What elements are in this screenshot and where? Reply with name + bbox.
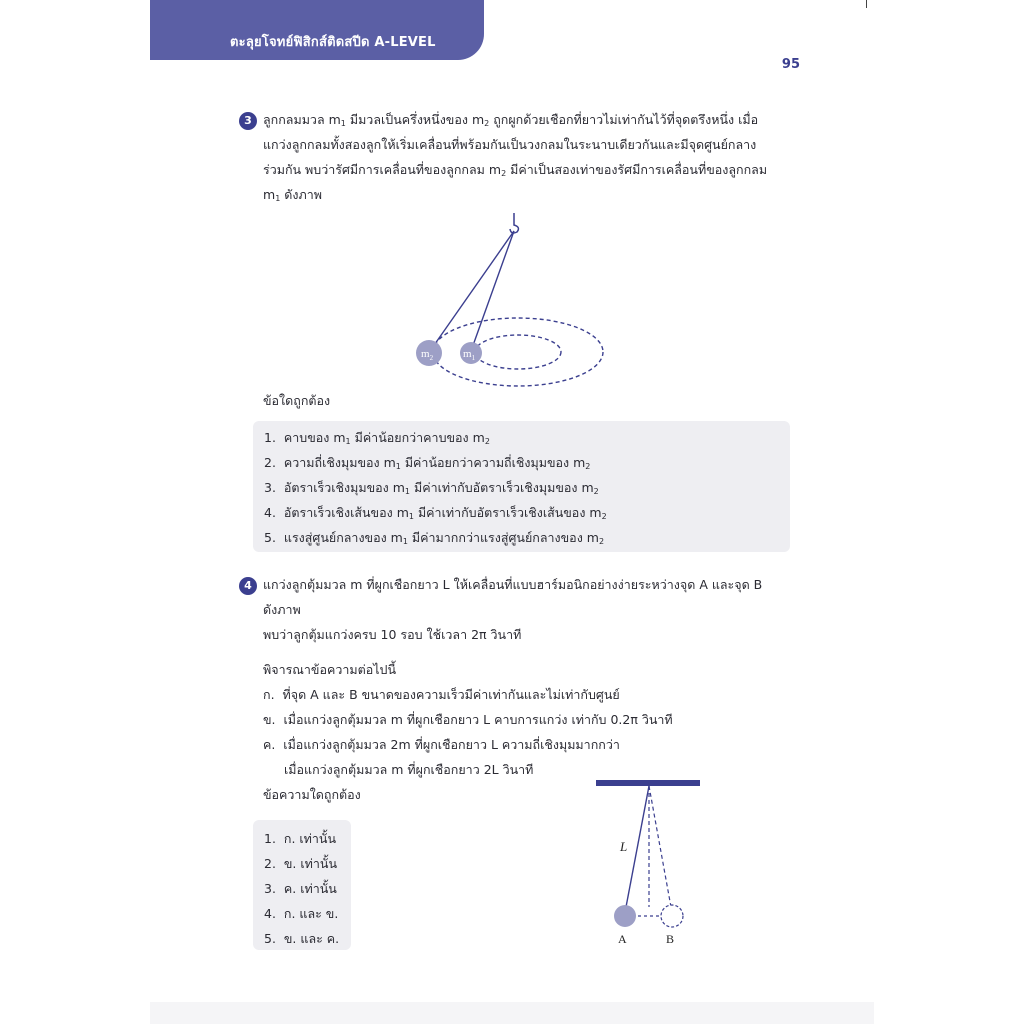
bob-at-b	[661, 905, 683, 927]
q3-choices-box	[253, 421, 790, 552]
q4-choices-box	[253, 820, 351, 950]
q3-choice-2[interactable]: 2. ความถี่เชิงมุมของ $m_1$ มีค่าน้อยกว่าความถี่เชิงมุมของ $m_2$	[264, 455, 591, 471]
q3-choice-4[interactable]: 4. อัตราเร็วเชิงเส้นของ $m_1$ มีค่าเท่ากับอัตราเร็วเชิงเส้นของ $m_2$	[264, 505, 607, 521]
length-label: L	[620, 839, 628, 854]
point-b-label: B	[666, 932, 675, 946]
question-3-number: 3	[239, 112, 257, 130]
q4-choice-5[interactable]: 5. ข. และ ค.	[264, 931, 340, 946]
q4-stem-line3: พบว่าลูกตุ้มแกว่งครบ 10 รอบ ใช้เวลา 2π วินาที	[263, 627, 522, 642]
bob-at-a	[614, 905, 636, 927]
corner-mark	[866, 0, 867, 8]
q3-choice-5[interactable]: 5. แรงสู่ศูนย์กลางของ $m_1$ มีค่ามากกว่าแรงสู่ศูนย์กลางของ $m_2$	[264, 530, 605, 546]
q4-choice-4[interactable]: 4. ก. และ ข.	[264, 906, 339, 921]
q4-stem-line2: ดังภาพ	[263, 602, 301, 617]
orbit-outer	[433, 318, 603, 386]
ceiling-support	[596, 780, 700, 786]
point-a-label: A	[618, 932, 627, 946]
question-4-number: 4	[239, 577, 257, 595]
q3-choice-3[interactable]: 3. อัตราเร็วเชิงมุมของ $m_1$ มีค่าเท่ากับอัตราเร็วเชิงมุมของ $m_2$	[264, 480, 599, 496]
q4-consider: พิจารณาข้อความต่อไปนี้	[263, 662, 396, 677]
q4-statement-c-cont: เมื่อแกว่งลูกตุ้มมวล m ที่ผูกเชือกยาว 2L วินาที	[284, 762, 534, 777]
q3-conical-pendulum-figure	[400, 205, 620, 390]
ball-m2-label: $m_2$	[421, 348, 434, 362]
string-position-a	[626, 786, 649, 907]
hook-icon	[510, 213, 518, 233]
q4-simple-pendulum-figure	[590, 775, 710, 955]
ball-m1-label: $m_1$	[463, 348, 476, 362]
string-m1	[471, 231, 514, 351]
q4-stem-line1: แกว่งลูกตุ้มมวล m ที่ผูกเชือกยาว L ให้เคลื่อนที่แบบฮาร์มอนิกอย่างง่ายระหว่างจุด A และจุด B	[263, 577, 763, 592]
q3-choice-1[interactable]: 1. คาบของ $m_1$ มีค่าน้อยกว่าคาบของ $m_2$	[264, 430, 490, 446]
q3-stem-line4: $m_1$ ดังภาพ	[263, 187, 322, 203]
book-title: ตะลุยโจทย์ฟิสิกส์ติดสปีด A-LEVEL	[230, 35, 436, 50]
q3-stem-line2: แกว่งลูกกลมทั้งสองลูกให้เริ่มเคลื่อนที่พร้อมกันเป็นวงกลมในระนาบเดียวกันและมีจุดศูนย์กลาง	[263, 137, 757, 152]
q4-choice-3[interactable]: 3. ค. เท่านั้น	[264, 881, 337, 896]
orbit-inner	[475, 335, 561, 369]
page-footer-strip	[150, 1002, 874, 1024]
q4-statement-c: ค. เมื่อแกว่งลูกตุ้มมวล 2m ที่ผูกเชือกยาว L ความถี่เชิงมุมมากกว่า	[263, 737, 620, 752]
page-number: 95	[781, 57, 800, 72]
q4-statement-b: ข. เมื่อแกว่งลูกตุ้มมวล m ที่ผูกเชือกยาว L คาบการแกว่ง เท่ากับ 0.2π วินาที	[263, 712, 673, 727]
q3-question: ข้อใดถูกต้อง	[263, 393, 331, 408]
q3-stem-line3: ร่วมกัน พบว่ารัศมีการเคลื่อนที่ของลูกกลม $m_2$ มีค่าเป็นสองเท่าของรัศมีการเคลื่อนที่ของลูกกลม	[263, 162, 768, 178]
string-m2	[430, 231, 514, 351]
string-position-b	[649, 786, 671, 907]
q4-choice-1[interactable]: 1. ก. เท่านั้น	[264, 831, 337, 846]
q4-choice-2[interactable]: 2. ข. เท่านั้น	[264, 856, 338, 871]
q4-question: ข้อความใดถูกต้อง	[263, 787, 361, 802]
q3-stem-line1: ลูกกลมมวล $m_1$ มีมวลเป็นครึ่งหนึ่งของ $m_2$ ถูกผูกด้วยเชือกที่ยาวไม่เท่ากันไว้ที่จุดตรึงหนึ่ง เมื่อ	[263, 112, 759, 128]
q4-statement-a: ก. ที่จุด A และ B ขนาดของความเร็วมีค่าเท่ากันและไม่เท่ากับศูนย์	[263, 687, 620, 702]
